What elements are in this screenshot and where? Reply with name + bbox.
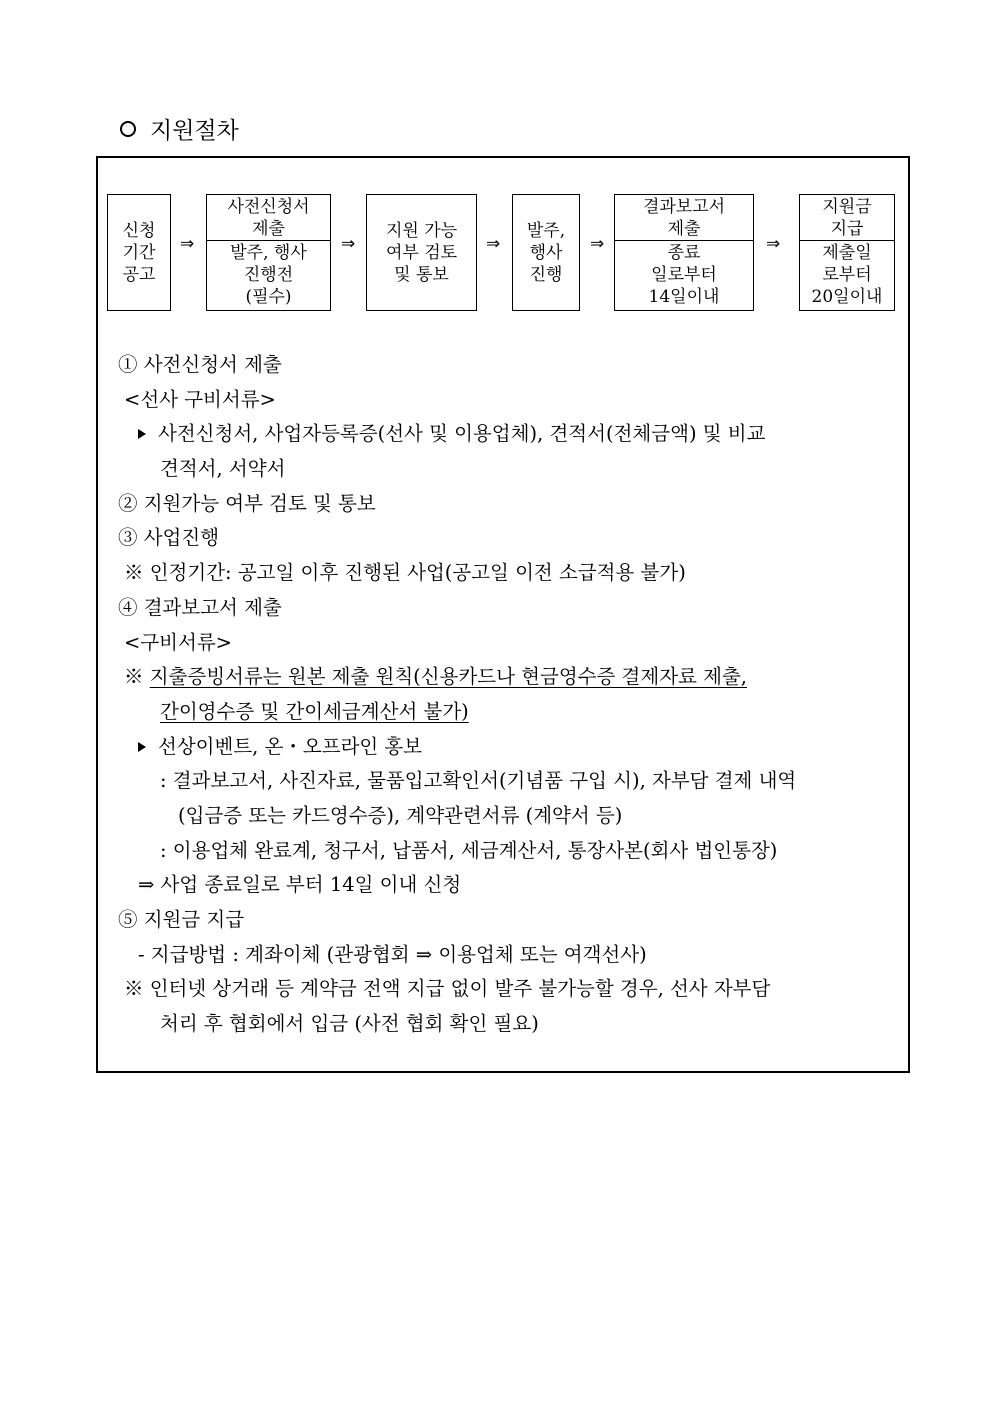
procedure-details	[118, 348, 908, 1042]
step-3-note: ※ 인정기간: 공고일 이후 진행된 사업(공고일 이전 소급적용 불가)	[124, 561, 686, 585]
step-4-note-text: 지출증빙서류는 원본 제출 원칙(신용카드나 현금영수증 결제자료 제출,	[149, 665, 747, 689]
flow-step-condition: 종료 일로부터 14일이내	[648, 243, 720, 307]
step-4-detail-1: : 결과보고서, 사진자료, 물품입고확인서(기념품 구입 시), 자부담 결제 내역	[160, 769, 797, 793]
flow-step-pre-application	[206, 194, 331, 311]
arrow-right-icon: ⇒	[180, 234, 195, 254]
arrow-right-icon: ⇒	[486, 234, 501, 254]
flow-step-label: 신청 기간 공고	[122, 220, 156, 285]
step-1-documents-heading: <선사 구비서류>	[124, 387, 276, 411]
flow-step-order-event	[512, 194, 580, 311]
section-heading	[120, 112, 239, 145]
flow-step-announcement	[107, 194, 171, 311]
step-1-documents-item	[118, 417, 908, 452]
step-4-detail-2: : 이용업체 완료계, 청구서, 납품서, 세금계산서, 통장사본(회사 법인통장)	[160, 838, 778, 862]
flow-step-review	[366, 194, 477, 311]
step-5-note-cont: 처리 후 협회에서 입금 (사전 협회 확인 필요)	[160, 1012, 539, 1036]
flow-step-title: 지원금 지급	[800, 195, 894, 241]
flow-step-label: 발주, 행사 진행	[526, 220, 566, 285]
step-4-note-cont	[118, 695, 908, 730]
step-4-deadline: ⇒ 사업 종료일로 부터 14일 이내 신청	[138, 873, 462, 897]
flow-step-result-report	[614, 194, 754, 311]
step-4-documents-heading: <구비서류>	[124, 630, 233, 654]
step-5-method: - 지급방법 : 계좌이체 (관광협회 ⇒ 이용업체 또는 여객선사)	[138, 942, 647, 966]
step-4-item	[118, 730, 908, 765]
triangle-bullet-icon	[138, 742, 146, 752]
step-2-title: ② 지원가능 여부 검토 및 통보	[118, 491, 376, 515]
arrow-right-icon: ⇒	[341, 234, 356, 254]
step-5-note: ※ 인터넷 상거래 등 계약금 전액 지급 없이 발주 불가능할 경우, 선사 자부담	[124, 977, 771, 1001]
flow-step-condition: 제출일 로부터 20일이내	[811, 243, 883, 307]
section-heading-text: 지원절차	[150, 118, 239, 144]
note-mark: ※	[124, 665, 150, 689]
flow-step-title: 사전신청서 제출	[207, 195, 330, 241]
circle-bullet-icon	[120, 121, 136, 137]
flow-step-condition: 발주, 행사 진행전 (필수)	[230, 243, 307, 307]
flow-step-label: 지원 가능 여부 검토 및 통보	[385, 220, 458, 285]
step-4-title: ④ 결과보고서 제출	[118, 595, 282, 619]
step-3-title: ③ 사업진행	[118, 526, 220, 550]
flow-step-payment	[799, 194, 895, 311]
step-4-note	[118, 660, 908, 695]
step-1-documents-text: 사전신청서, 사업자등록증(선사 및 이용업체), 견적서(전체금액) 및 비교	[158, 422, 766, 446]
arrow-right-icon: ⇒	[766, 234, 781, 254]
step-1-title: ① 사전신청서 제출	[118, 353, 282, 376]
step-4-note-text-cont: 간이영수증 및 간이세금계산서 불가)	[160, 699, 469, 723]
step-4-detail-1-cont: (입금증 또는 카드영수증), 계약관련서류 (계약서 등)	[178, 803, 623, 827]
step-5-title: ⑤ 지원금 지급	[118, 908, 245, 931]
step-4-item-text: 선상이벤트, 온・오프라인 홍보	[158, 734, 423, 758]
arrow-right-icon: ⇒	[590, 234, 605, 254]
triangle-bullet-icon	[138, 429, 146, 439]
step-1-documents-item-cont: 견적서, 서약서	[160, 457, 286, 481]
process-flow	[0, 194, 992, 311]
flow-step-title: 결과보고서 제출	[615, 195, 753, 241]
